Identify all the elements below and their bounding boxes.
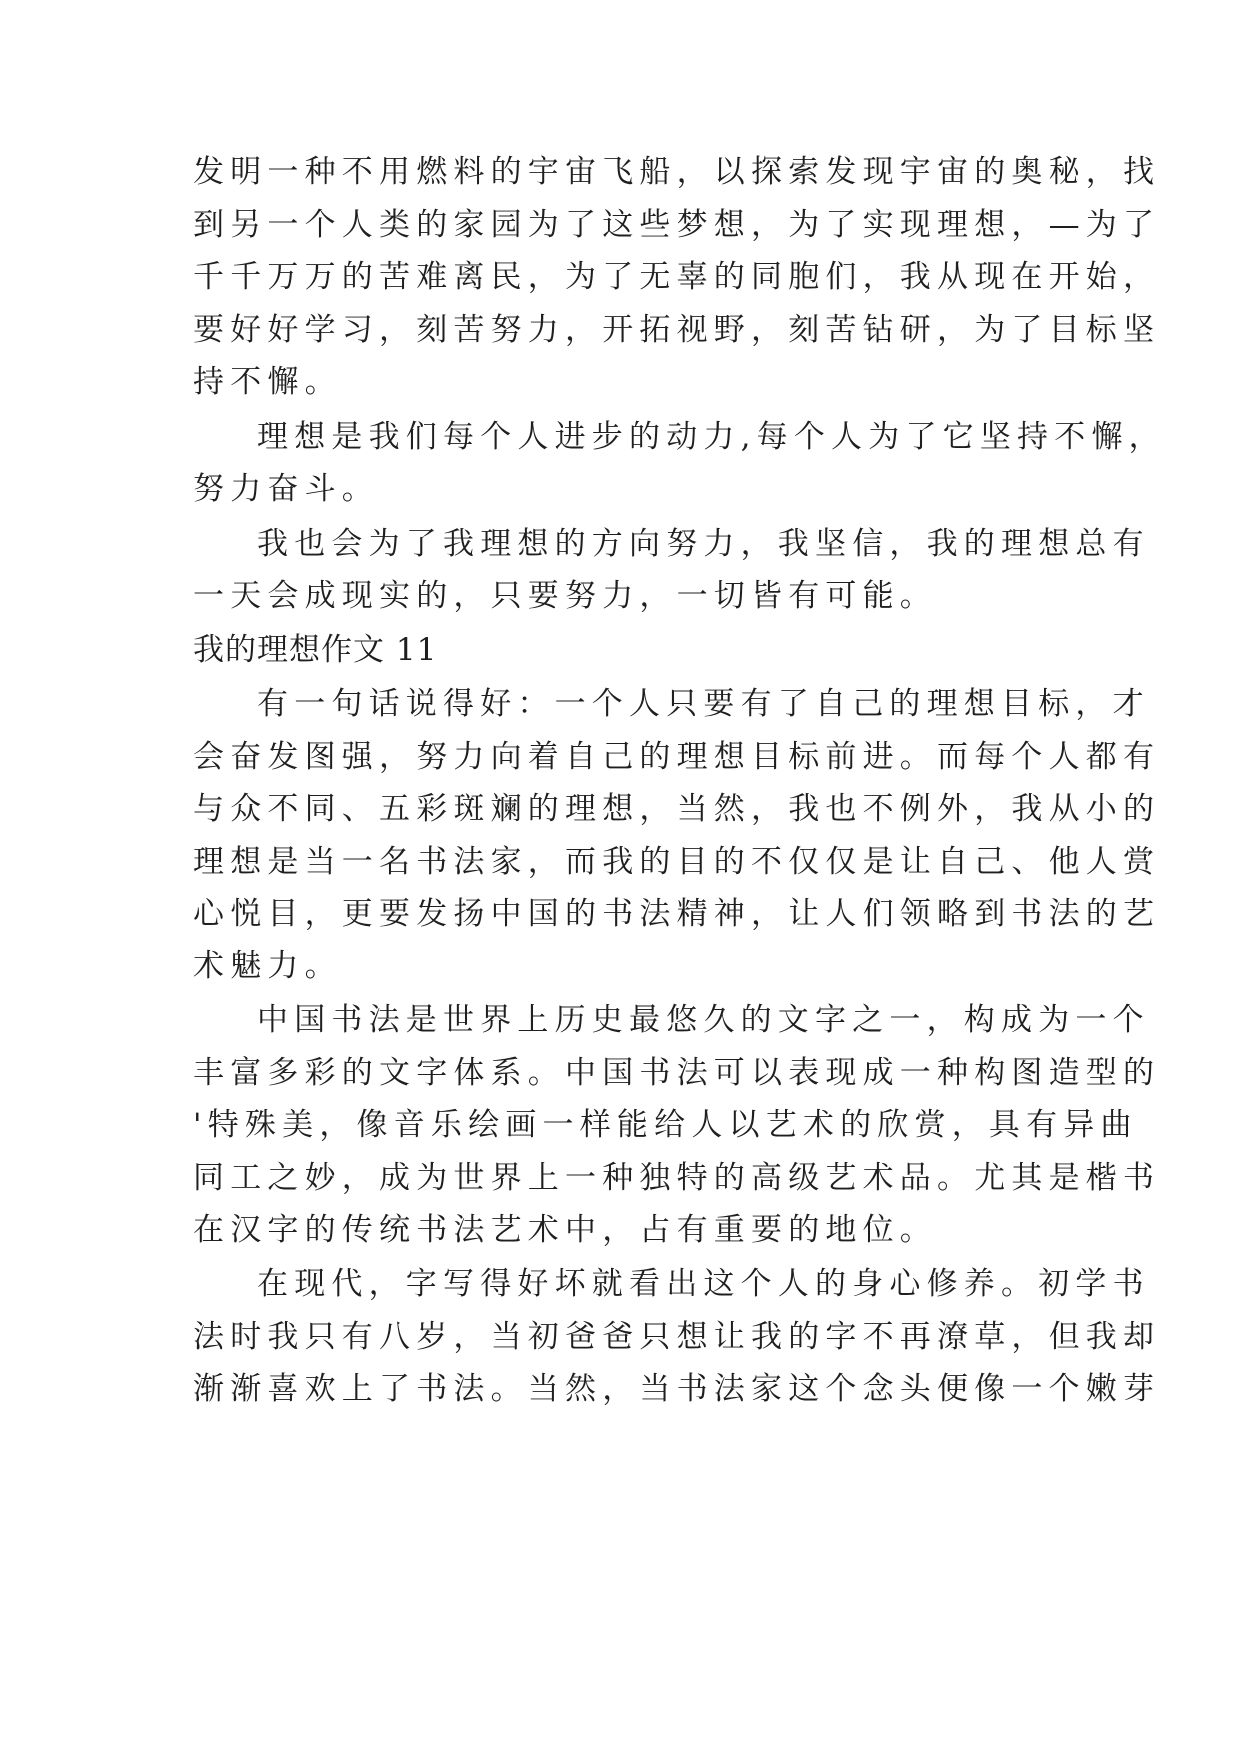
- text-line: '特殊美，像音乐绘画一样能给人以艺术的欣赏，具有异曲: [193, 1107, 1138, 1143]
- paragraph-first-line: 在现代，字写得好坏就看出这个人的身心修养。初学书: [257, 1266, 1150, 1302]
- text-line: 要好好学习，刻苦努力，开拓视野，刻苦钻研，为了目标坚: [193, 312, 1161, 348]
- text-line: 在汉字的传统书法艺术中，占有重要的地位。: [193, 1212, 937, 1248]
- section-heading: 我的理想作文 11: [193, 632, 438, 668]
- text-line: 千千万万的苦难离民，为了无辜的同胞们，我从现在开始，: [193, 259, 1161, 295]
- paragraph-first-line: 中国书法是世界上历史最悠久的文字之一，构成为一个: [257, 1002, 1150, 1038]
- text-line: 丰富多彩的文字体系。中国书法可以表现成一种构图造型的: [193, 1055, 1161, 1091]
- text-line: 与众不同、五彩斑斓的理想，当然，我也不例外，我从小的: [193, 791, 1161, 827]
- text-line: 心悦目，更要发扬中国的书法精神，让人们领略到书法的艺: [193, 896, 1161, 932]
- text-line: 努力奋斗。: [193, 471, 379, 507]
- text-line: 同工之妙，成为世界上一种独特的高级艺术品。尤其是楷书: [193, 1160, 1161, 1196]
- text-line: 法时我只有八岁，当初爸爸只想让我的字不再潦草，但我却: [193, 1319, 1161, 1355]
- text-line: 持不懈。: [193, 364, 342, 400]
- text-line: 到另一个人类的家园为了这些梦想，为了实现理想，—为了: [193, 207, 1161, 243]
- text-line: 术魅力。: [193, 948, 342, 984]
- text-line: 渐渐喜欢上了书法。当然，当书法家这个念头便像一个嫩芽: [193, 1371, 1161, 1407]
- paragraph-first-line: 我也会为了我理想的方向努力，我坚信，我的理想总有: [257, 526, 1150, 562]
- text-line: 会奋发图强，努力向着自己的理想目标前进。而每个人都有: [193, 739, 1161, 775]
- paragraph-first-line: 有一句话说得好：一个人只要有了自己的理想目标，才: [257, 686, 1150, 722]
- text-line: 一天会成现实的，只要努力，一切皆有可能。: [193, 578, 937, 614]
- paragraph-first-line: 理想是我们每个人进步的动力,每个人为了它坚持不懈，: [257, 419, 1166, 455]
- text-line: 理想是当一名书法家，而我的目的不仅仅是让自己、他人赏: [193, 844, 1161, 880]
- text-line: 发明一种不用燃料的宇宙飞船，以探索发现宇宙的奥秘，找: [193, 154, 1161, 190]
